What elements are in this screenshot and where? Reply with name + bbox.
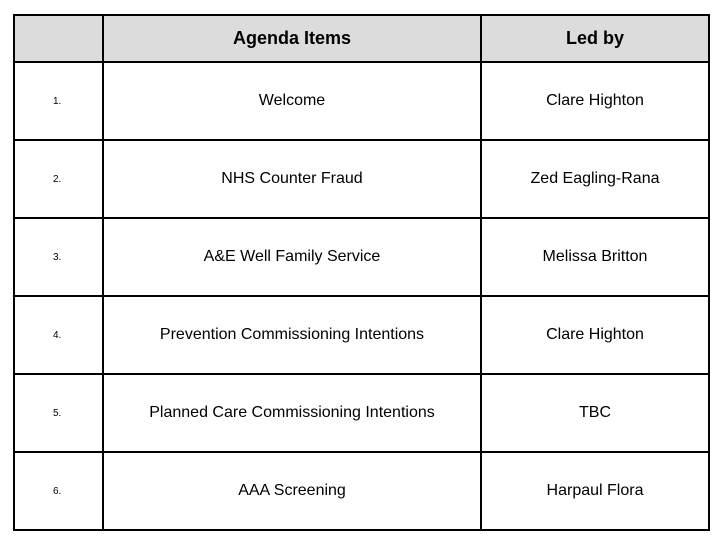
table-row [14, 140, 709, 218]
row-number: 4. [14, 296, 103, 374]
led-by: TBC [481, 374, 709, 452]
agenda-item: Welcome [103, 62, 481, 140]
led-by: Clare Highton [481, 296, 709, 374]
header-agenda-items: Agenda Items [103, 15, 481, 62]
table-row [14, 452, 709, 530]
agenda-item: NHS Counter Fraud [103, 140, 481, 218]
header-led-by: Led by [481, 15, 709, 62]
agenda-table [13, 14, 710, 531]
row-number: 1. [14, 62, 103, 140]
table-row [14, 296, 709, 374]
row-number: 5. [14, 374, 103, 452]
agenda-item: AAA Screening [103, 452, 481, 530]
row-number: 2. [14, 140, 103, 218]
led-by: Harpaul Flora [481, 452, 709, 530]
header-row [14, 15, 709, 62]
agenda-item: Planned Care Commissioning Intentions [103, 374, 481, 452]
agenda-item: A&E Well Family Service [103, 218, 481, 296]
row-number: 3. [14, 218, 103, 296]
header-number [14, 15, 103, 62]
table-row [14, 374, 709, 452]
led-by: Zed Eagling-Rana [481, 140, 709, 218]
table-row [14, 62, 709, 140]
row-number: 6. [14, 452, 103, 530]
led-by: Melissa Britton [481, 218, 709, 296]
table-row [14, 218, 709, 296]
led-by: Clare Highton [481, 62, 709, 140]
agenda-item: Prevention Commissioning Intentions [103, 296, 481, 374]
